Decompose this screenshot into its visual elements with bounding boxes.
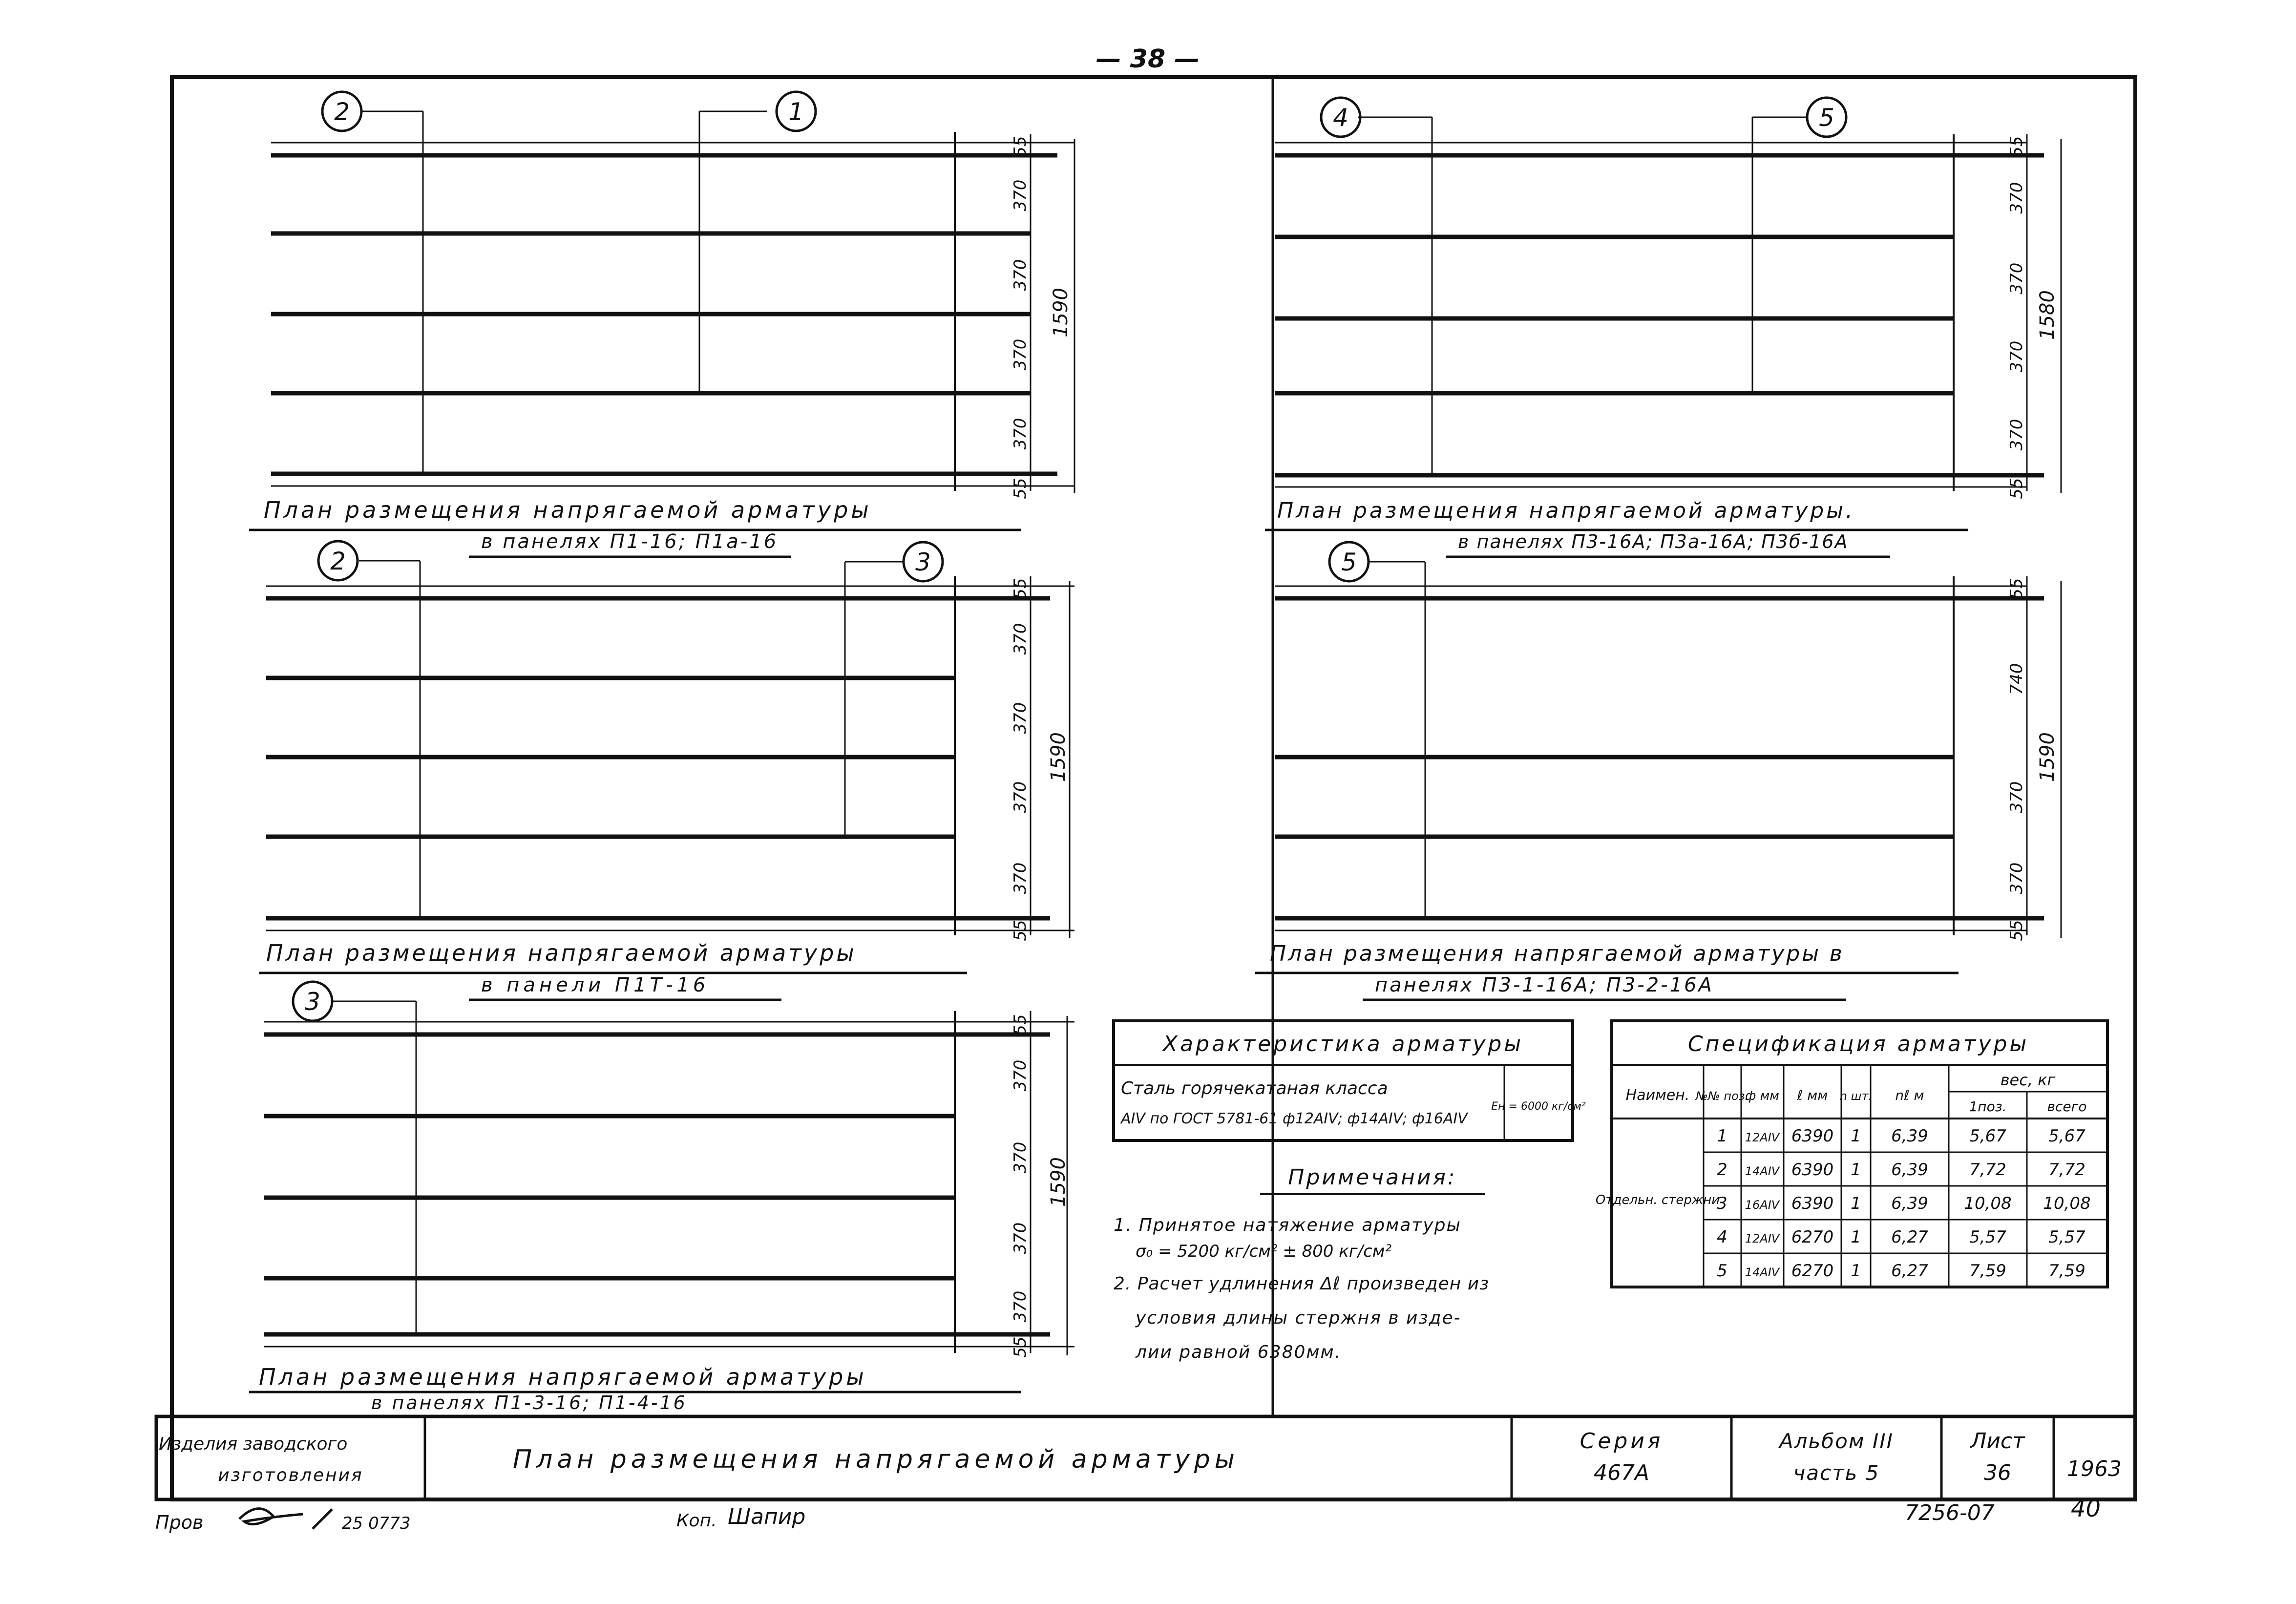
svg-text:1: 1 — [1851, 1227, 1861, 1247]
characteristic-value: Ен = 6000 кг/см² — [1491, 1100, 1586, 1113]
plan-5-panel — [264, 982, 1074, 1358]
stamp-series: 467А — [1593, 1460, 1650, 1485]
page-number: — 38 — — [1095, 44, 1200, 74]
footer-doc-code: 7256-07 — [1905, 1500, 1995, 1525]
svg-text:370: 370 — [2007, 262, 2026, 295]
svg-text:16АIV: 16АIV — [1745, 1198, 1780, 1212]
svg-text:55: 55 — [1011, 578, 1030, 599]
spec-group: Отдельн. стержни — [1595, 1193, 1720, 1207]
spec-header-nl: nℓ м — [1895, 1087, 1924, 1103]
plan-4-panel — [1275, 542, 2061, 938]
plan-1-panel — [271, 92, 1074, 493]
spec-header-len: ℓ мм — [1797, 1087, 1828, 1103]
stamp-sheet-label: Лист — [1970, 1429, 2025, 1454]
plan-2-title: План размещения напрягаемой арматуры. — [1277, 498, 1855, 523]
position-number: 1 — [788, 98, 804, 126]
svg-text:370: 370 — [2007, 862, 2026, 894]
position-number: 2 — [330, 547, 346, 575]
svg-text:1590: 1590 — [2036, 732, 2059, 782]
svg-text:3: 3 — [1717, 1194, 1727, 1213]
spec-header-weight: вес, кг — [2000, 1071, 2056, 1089]
svg-text:55: 55 — [2007, 920, 2026, 941]
svg-text:740: 740 — [2007, 663, 2026, 695]
note-1-line2: σ₀ = 5200 кг/см² ± 800 кг/см² — [1136, 1242, 1392, 1261]
characteristic-line2: АIV по ГОСТ 5781-61 ф12АIV; ф14АIV; ф16АIV — [1121, 1110, 1468, 1127]
svg-text:6270: 6270 — [1791, 1227, 1834, 1247]
plan-3-panel — [266, 541, 1074, 938]
footer-check-note: 25 0773 — [342, 1514, 411, 1533]
svg-text:370: 370 — [1011, 862, 1030, 894]
plan-1-title: План размещения напрягаемой арматуры — [264, 497, 872, 523]
svg-text:55: 55 — [2007, 478, 2026, 499]
note-2-line1: 2. Расчет удлинения Δℓ произведен из — [1114, 1274, 1490, 1294]
plan-3-dimensions — [1011, 578, 1070, 941]
stamp-series-label: Серия — [1580, 1429, 1664, 1454]
stamp-left-line1: Изделия заводского — [159, 1434, 348, 1454]
plan-3-title: План размещения напрягаемой арматуры — [266, 940, 857, 966]
note-2-line3: лии равной 6380мм. — [1136, 1342, 1342, 1362]
plan-5-dimensions — [1011, 1014, 1070, 1357]
position-number: 5 — [1341, 548, 1357, 576]
spec-header-dia: ф мм — [1745, 1089, 1779, 1103]
position-number: 5 — [1819, 104, 1834, 132]
svg-text:370: 370 — [2007, 419, 2026, 451]
svg-text:370: 370 — [1011, 1141, 1030, 1174]
position-number: 3 — [305, 988, 320, 1016]
footer-checked: Пров — [155, 1512, 204, 1533]
svg-text:370: 370 — [1011, 1059, 1030, 1092]
svg-text:55: 55 — [1011, 136, 1030, 157]
svg-text:370: 370 — [2007, 340, 2026, 373]
spec-header-total: всего — [2047, 1098, 2087, 1115]
svg-text:1: 1 — [1851, 1126, 1861, 1146]
checker-signature — [239, 1509, 332, 1529]
svg-text:370: 370 — [1011, 259, 1030, 291]
position-number: 3 — [915, 548, 931, 576]
svg-text:1: 1 — [1851, 1261, 1861, 1281]
svg-text:55: 55 — [1011, 920, 1030, 941]
plan-5-subtitle: в панелях П1-3-16; П1-4-16 — [371, 1392, 687, 1414]
plan-4-title: План размещения напрягаемой арматуры в — [1270, 941, 1844, 966]
svg-text:12АIV: 12АIV — [1745, 1131, 1780, 1144]
plan-2-subtitle: в панелях П3-16А; П3а-16А; П3б-16А — [1458, 531, 1849, 552]
svg-text:5,57: 5,57 — [1969, 1227, 2006, 1247]
svg-text:370: 370 — [1011, 338, 1030, 371]
svg-text:370: 370 — [2007, 781, 2026, 813]
svg-text:7,72: 7,72 — [2048, 1160, 2085, 1180]
note-2-line2: условия длины стержня в изде- — [1136, 1308, 1461, 1328]
svg-text:55: 55 — [1011, 1336, 1030, 1358]
note-1-line1: 1. Принятое натяжение арматуры — [1114, 1215, 1461, 1235]
svg-text:6270: 6270 — [1791, 1261, 1834, 1281]
characteristic-line1: Сталь горячекатаная класса — [1121, 1078, 1388, 1098]
plan-1-dimensions — [1011, 136, 1072, 499]
svg-text:6,39: 6,39 — [1891, 1126, 1928, 1146]
svg-text:5,67: 5,67 — [1969, 1126, 2006, 1146]
svg-text:7,59: 7,59 — [1969, 1261, 2006, 1281]
position-number: 4 — [1333, 104, 1348, 132]
stamp-part: часть 5 — [1793, 1461, 1880, 1485]
plan-2-dimensions — [2007, 136, 2059, 499]
svg-text:370: 370 — [1011, 781, 1030, 813]
footer-page: 40 — [2071, 1495, 2101, 1522]
plan-4-dimensions — [2007, 578, 2059, 941]
svg-text:6390: 6390 — [1791, 1160, 1834, 1180]
stamp-album: Альбом III — [1779, 1429, 1894, 1453]
svg-text:55: 55 — [2007, 578, 2026, 599]
svg-text:6,27: 6,27 — [1891, 1261, 1928, 1281]
table-row — [1717, 1194, 2090, 1213]
stamp-year: 1963 — [2067, 1456, 2122, 1481]
stamp-left-line2: изготовления — [218, 1465, 363, 1485]
svg-text:370: 370 — [2007, 182, 2026, 214]
svg-text:6390: 6390 — [1791, 1194, 1834, 1213]
table-row — [1717, 1126, 2085, 1146]
svg-text:7,72: 7,72 — [1969, 1160, 2006, 1180]
svg-text:6,39: 6,39 — [1891, 1194, 1928, 1213]
svg-text:6,39: 6,39 — [1891, 1160, 1928, 1180]
svg-text:1: 1 — [1851, 1160, 1861, 1180]
plan-1-subtitle: в панелях П1-16; П1а-16 — [481, 530, 779, 553]
svg-text:1: 1 — [1851, 1194, 1861, 1213]
svg-text:1: 1 — [1717, 1126, 1727, 1146]
spec-header-count: n шт. — [1839, 1089, 1873, 1103]
svg-text:370: 370 — [1011, 179, 1030, 211]
svg-text:6390: 6390 — [1791, 1126, 1834, 1146]
svg-text:5,67: 5,67 — [2048, 1126, 2085, 1146]
svg-text:1590: 1590 — [1047, 1157, 1070, 1207]
spec-rows — [1717, 1126, 2090, 1281]
stamp-title: План размещения напрягаемой арматуры — [513, 1445, 1239, 1474]
spec-header-per: 1поз. — [1969, 1098, 2007, 1115]
svg-text:5: 5 — [1717, 1261, 1727, 1281]
svg-text:10,08: 10,08 — [2043, 1194, 2091, 1213]
spec-header-pos: №№ поз. — [1695, 1089, 1749, 1103]
svg-text:10,08: 10,08 — [1964, 1194, 2012, 1213]
svg-text:5,57: 5,57 — [2048, 1227, 2085, 1247]
svg-text:370: 370 — [1011, 1290, 1030, 1323]
svg-text:12АIV: 12АIV — [1745, 1232, 1780, 1245]
svg-text:1590: 1590 — [1047, 732, 1070, 782]
svg-text:55: 55 — [2007, 136, 2026, 157]
svg-text:1590: 1590 — [1050, 288, 1072, 338]
footer-copy-sign: Шапир — [728, 1504, 806, 1529]
svg-text:370: 370 — [1011, 623, 1030, 655]
table-row — [1717, 1261, 2085, 1281]
svg-text:6,27: 6,27 — [1891, 1227, 1928, 1247]
svg-text:2: 2 — [1717, 1160, 1727, 1180]
footer-copy: Коп. — [676, 1511, 717, 1531]
svg-text:1580: 1580 — [2036, 290, 2059, 340]
svg-text:55: 55 — [1011, 478, 1030, 499]
svg-text:14АIV: 14АIV — [1745, 1266, 1780, 1279]
svg-text:7,59: 7,59 — [2048, 1261, 2085, 1281]
svg-text:55: 55 — [1011, 1014, 1030, 1035]
position-number: 2 — [334, 98, 350, 126]
svg-text:370: 370 — [1011, 1222, 1030, 1254]
plan-2-panel — [1275, 98, 2061, 493]
svg-text:370: 370 — [1011, 702, 1030, 734]
stamp-sheet: 36 — [1984, 1460, 2011, 1485]
notes-title: Примечания: — [1288, 1165, 1457, 1190]
spec-header-name: Наимен. — [1625, 1087, 1690, 1104]
plan-3-subtitle: в панели П1Т-16 — [481, 974, 710, 996]
spec-title: Спецификация арматуры — [1687, 1032, 2029, 1056]
svg-text:4: 4 — [1717, 1227, 1727, 1247]
svg-text:370: 370 — [1011, 418, 1030, 450]
plan-4-subtitle: панелях П3-1-16А; П3-2-16А — [1375, 974, 1714, 996]
plan-5-title: План размещения напрягаемой арматуры — [259, 1364, 867, 1390]
table-row — [1717, 1160, 2085, 1180]
table-row — [1717, 1227, 2085, 1247]
spec-table — [1612, 1021, 2107, 1287]
characteristic-title: Характеристика арматуры — [1162, 1032, 1524, 1056]
svg-text:14АIV: 14АIV — [1745, 1164, 1780, 1178]
